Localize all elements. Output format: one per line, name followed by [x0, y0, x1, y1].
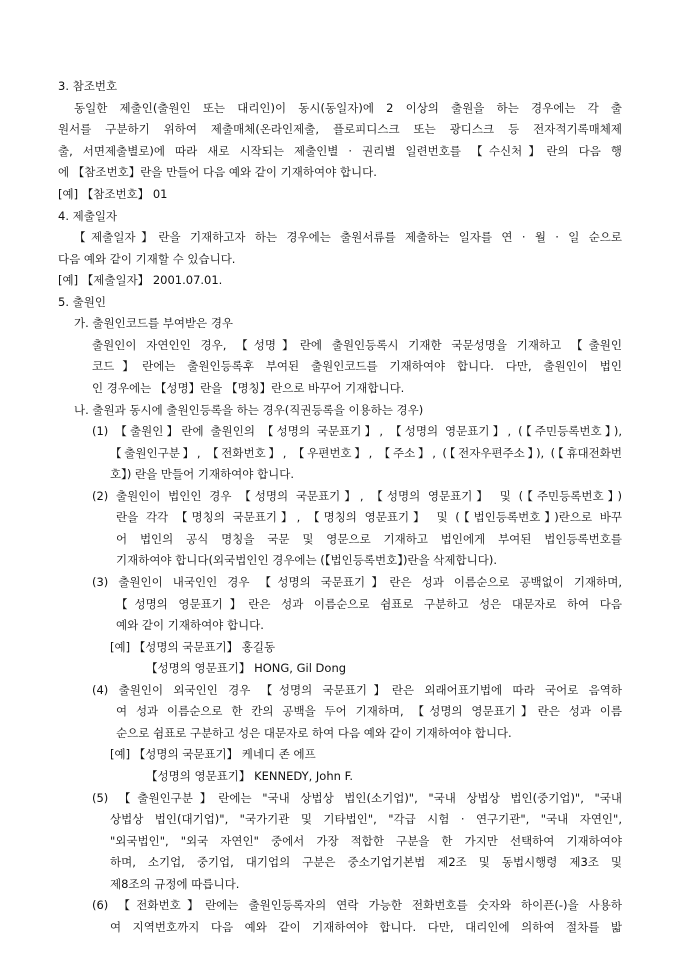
list-item-line: 예와 같이 기재하여야 합니다. — [116, 618, 264, 632]
list-item-line: "외국법인", "외국 자연인" 중에서 가장 적합한 구분을 한 가지만 선택하여 기재하여야 — [110, 834, 622, 848]
paragraph-line: 동일한 제출인(출원인 또는 대리인)이 동시(동일자)에 2 이상의 출원을 하는 경우에는 각 출 — [74, 101, 622, 115]
paragraph-line: 【제출일자】란을 기재하고자 하는 경우에는 출원서류를 제출하는 일자를 연 · 월 · 일 순으로 — [74, 230, 622, 244]
list-item-line: 여 지역번호까지 다음 예와 같이 기재하여야 합니다. 다만, 대리인에 의하여 절차를 밟 — [110, 920, 622, 934]
paragraph-line: 인 경우에는 【성명】란을 【명칭】란으로 바꾸어 기재합니다. — [92, 381, 405, 395]
list-item-line: 제8조의 규정에 따릅니다. — [110, 877, 240, 891]
paragraph-line: 다음 예와 같이 기재할 수 있습니다. — [58, 252, 236, 266]
list-item-line: (6) 【전화번호】란에는 출원인등록자의 연락 가능한 전화번호를 숫자와 하이픈(-)을 사용하 — [92, 898, 622, 912]
paragraph-line: 에 【참조번호】란을 만들어 다음 예와 같이 기재하여야 합니다. — [58, 165, 377, 179]
example-line: 【성명의 영문표기】 HONG, Gil Dong — [146, 661, 347, 675]
example-line: [예] 【제출일자】 2001.07.01. — [58, 273, 223, 287]
section-heading: 4. 제출일자 — [58, 209, 118, 223]
example-line: [예] 【성명의 국문표기】 홍길동 — [110, 640, 276, 654]
list-item-line: (2) 출원인이 법인인 경우 【성명의 국문표기】, 【성명의 영문표기】 및 (【주민등록번호】) — [92, 489, 622, 503]
list-item-line: 란을 각각 【명칭의 국문표기】, 【명칭의 영문표기】 및 (【법인등록번호】)란으로 바꾸 — [116, 510, 622, 524]
list-item-line: 순으로 쉼표로 구분하고 성은 대문자로 하여 다음 예와 같이 기재하여야 합니다. — [116, 726, 512, 740]
list-item-line: 기재하여야 합니다(외국법인인 경우에는 (【법인등록번호】)란을 삭제합니다). — [116, 553, 497, 567]
subsection-heading: 나. 출원과 동시에 출원인등록을 하는 경우(직권등록을 이용하는 경우) — [74, 403, 424, 417]
list-item-line: 【출원인구분】, 【전화번호】, 【우편번호】, 【주소】, (【전자우편주소】), (【휴대전화번 — [110, 446, 622, 460]
list-item-line: 호】) 란을 만들어 기재하여야 합니다. — [110, 467, 295, 481]
example-line: [예] 【참조번호】 01 — [58, 187, 168, 201]
list-item-line: 어 법인의 공식 명칭을 국문 및 영문으로 기재하고 법인에게 부여된 법인등록번호를 — [116, 532, 622, 546]
paragraph-line: 코드】란에는 출원인등록후 부여된 출원인코드를 기재하여야 합니다. 다만, 출원인이 법인 — [92, 359, 622, 373]
list-item-line: 하며, 소기업, 중기업, 대기업의 구분은 중소기업기본법 제2조 및 동법시행령 제3조 및 — [110, 855, 622, 869]
subsection-heading: 가. 출원인코드를 부여받은 경우 — [74, 316, 234, 330]
list-item-line: 상법상 법인(대기업)", "국가기관 및 기타법인", "각급 시험 · 연구기관", "국내 자연인", — [110, 812, 622, 826]
list-item-line: (1) 【출원인】란에 출원인의 【성명의 국문표기】, 【성명의 영문표기】, (【주민등록번호】), — [92, 424, 622, 438]
section-heading: 3. 참조번호 — [58, 79, 118, 93]
example-line: 【성명의 영문표기】 KENNEDY, John F. — [146, 769, 353, 783]
paragraph-line: 출, 서면제출별로)에 따라 새로 시작되는 제출인별 · 권리별 일련번호를 【수신처】란의 다음 행 — [58, 144, 622, 158]
section-heading: 5. 출원인 — [58, 295, 106, 309]
example-line: [예] 【성명의 국문표기】 케네디 존 에프 — [110, 747, 316, 761]
paragraph-line: 출원인이 자연인인 경우, 【성명】란에 출원인등록시 기재한 국문성명을 기재하고 【출원인 — [92, 338, 622, 352]
paragraph-line: 원서를 구분하기 위하여 제출매체(온라인제출, 플로피디스크 또는 광디스크 등 전자적기록매체제 — [58, 122, 622, 136]
list-item-line: (4) 출원인이 외국인인 경우 【성명의 국문표기】란은 외래어표기법에 따라 국어로 음역하 — [92, 683, 622, 697]
list-item-line: (5) 【출원인구분】란에는 "국내 상법상 법인(소기업)", "국내 상법상 법인(중기업)", "국내 — [92, 791, 622, 805]
list-item-line: 【성명의 영문표기】란은 성과 이름순으로 쉼표로 구분하고 성은 대문자로 하여 다음 — [116, 597, 622, 611]
list-item-line: 여 성과 이름순으로 한 칸의 공백을 두어 기재하며, 【성명의 영문표기】란은 성과 이름 — [116, 704, 622, 718]
list-item-line: (3) 출원인이 내국인인 경우 【성명의 국문표기】란은 성과 이름순으로 공백없이 기재하며, — [92, 575, 622, 589]
